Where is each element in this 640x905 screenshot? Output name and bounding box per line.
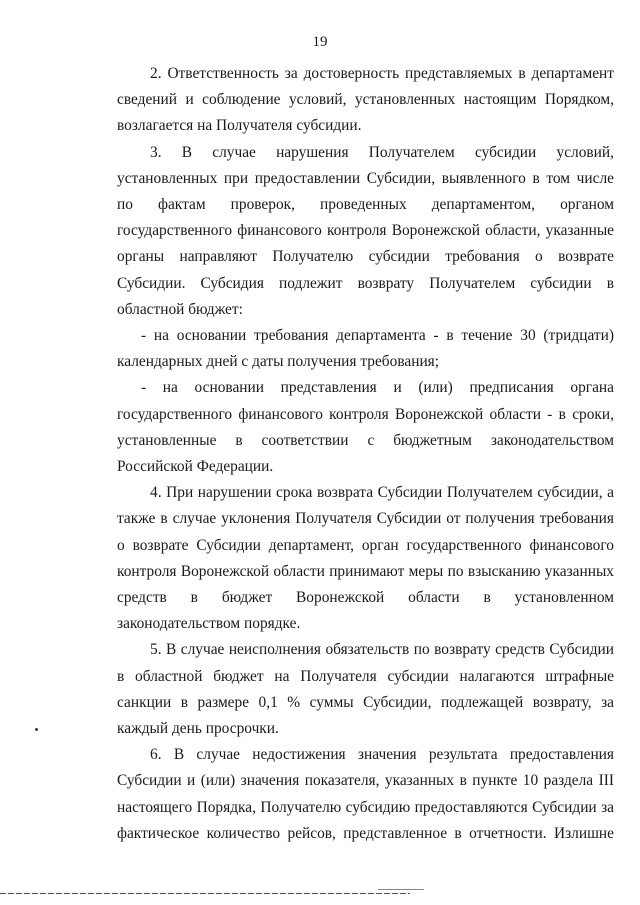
list-item-control-body-prescription: - на основании представления и (или) предписания органа государственного финансового контроля Воронежской области - в сроки, установленные в соответствии с бюджетным законодательством Российской Федерации. (117, 379, 614, 476)
scan-margin-mark (34, 727, 38, 731)
paragraph-6-result-not-achieved: 6. В случае недостижения значения результата предоставления Субсидии и (или) значения показателя, указанных в пункте 10 раздела III настоящего Порядка, Получателю субсидию предоставляются Субсидии за фактическое количество рейсов, представленное в отчетности. Излишне (117, 746, 614, 842)
paragraph-3-violation: 3. В случае нарушения Получателем субсидии условий, установленных при предоставлении Субсидии, выявленного в том числе по фактам проверок, проведенных департаментом, органом государственного финансового контроля Воронежской области, указанные органы направляют Получателю субсидии требования о возврате Субсидии. Субсидия подлежит возврату Получателем субсидии в областной бюджет: (117, 143, 614, 318)
footer-scan-line (0, 893, 410, 894)
list-item-department-requirement: - на основании требования департамента - в течение 30 (тридцати) календарных дней с даты получения требования; (117, 327, 614, 371)
document-body (117, 61, 614, 847)
paragraph-2-responsibility: 2. Ответственность за достоверность представляемых в департамент сведений и соблюдение условий, установленных настоящим Порядком, возлагается на Получателя субсидии. (117, 65, 614, 135)
paragraph-5-penalties: 5. В случае неисполнения обязательств по возврату средств Субсидии в областной бюджет на Получателя субсидии налагаются штрафные санкции в размере 0,1 % суммы Субсидии, подлежащей возврату, за каждый день просрочки. (117, 641, 614, 738)
page-number: 19 (312, 34, 328, 50)
paragraph-4-return-deadline: 4. При нарушении срока возврата Субсидии Получателем субсидии, а также в случае уклонения Получателя Субсидии от получения требования о возврате Субсидии департамент, орган государственного финансового контроля Воронежской области принимают меры по взысканию указанных средств в бюджет Воронежской области в установленном законодательством порядке. (117, 484, 614, 633)
footer-scan-line-short (378, 889, 424, 890)
